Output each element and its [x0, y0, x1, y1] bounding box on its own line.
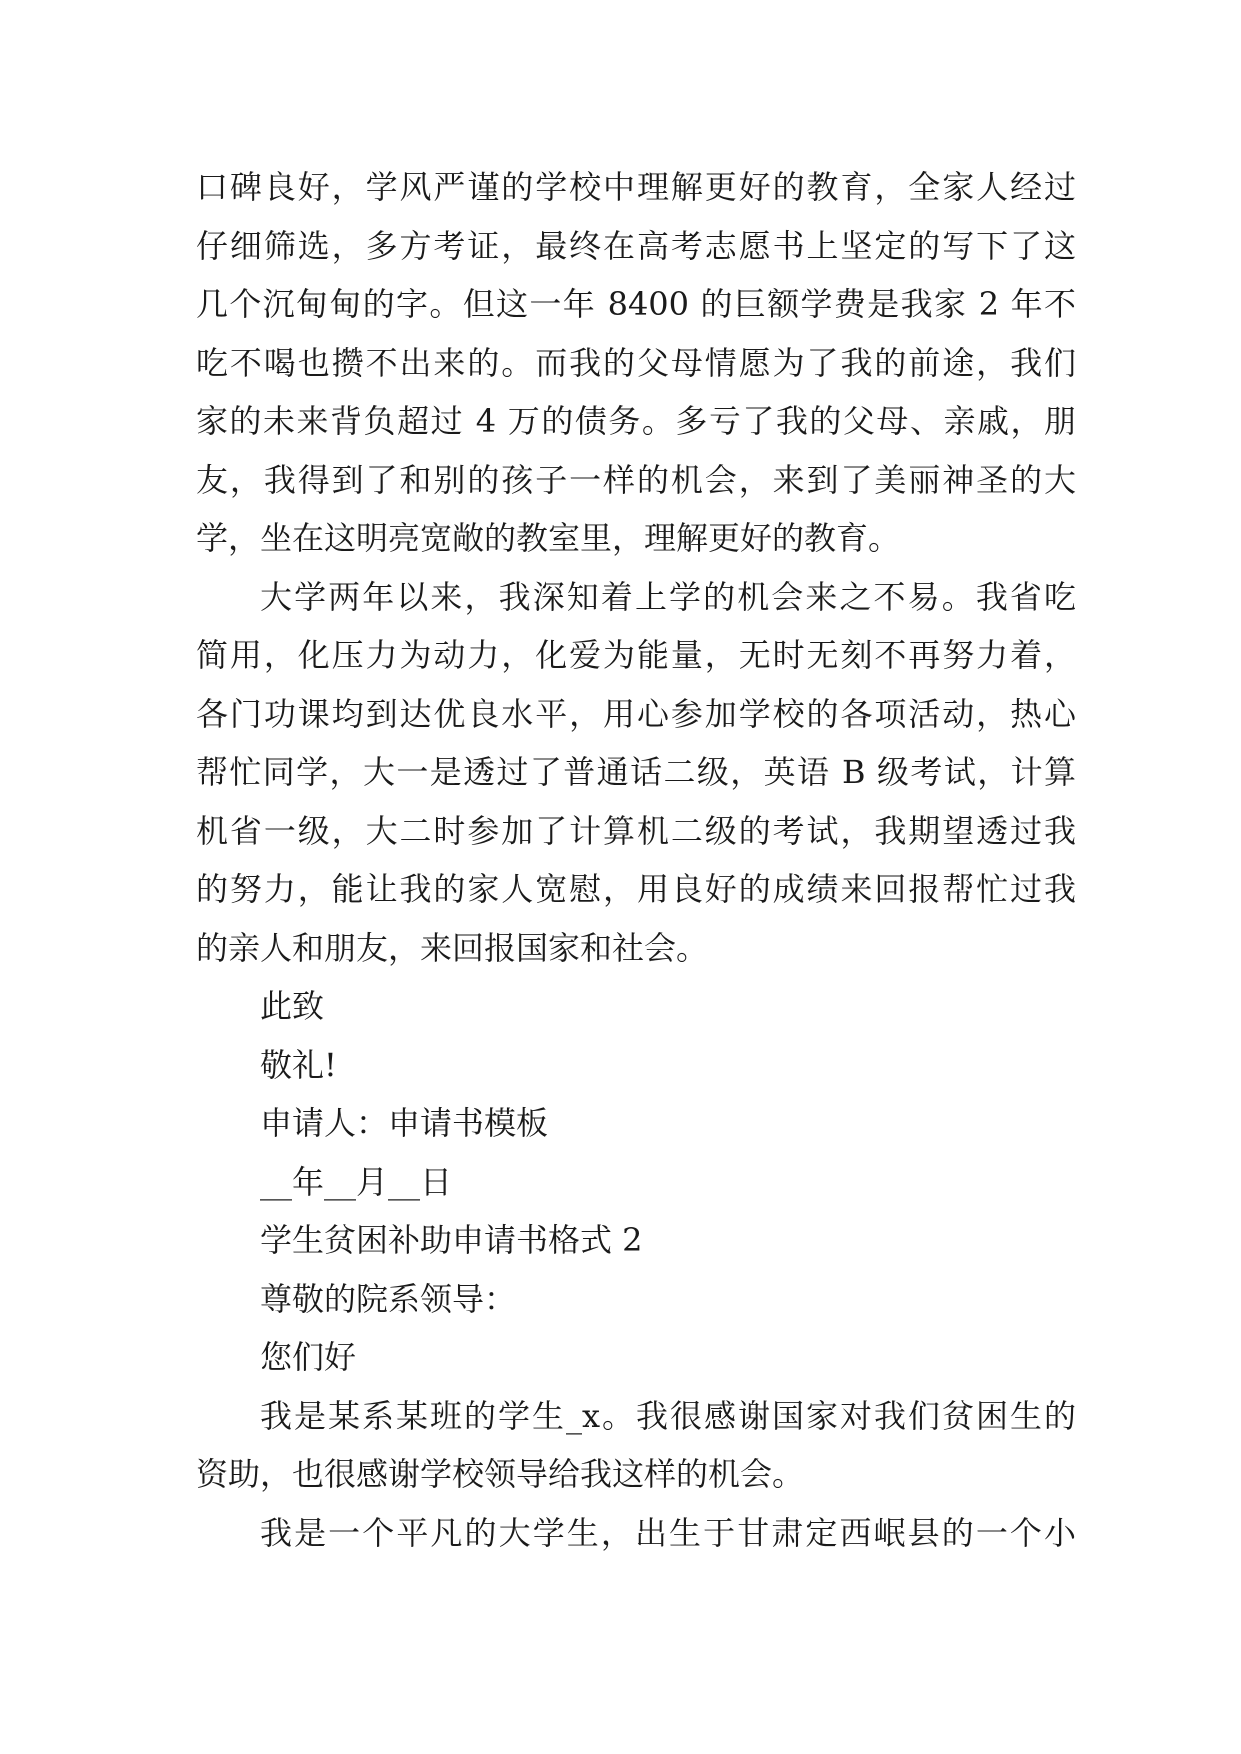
- date-line: __年__月__日: [260, 1162, 453, 1201]
- text-line: 的亲人和朋友，来回报国家和社会。: [196, 928, 709, 967]
- paragraph-2: [196, 568, 1076, 978]
- salutation: 尊敬的院系领导：: [260, 1279, 517, 1318]
- paragraph-3: [196, 1387, 1076, 1504]
- text-line: 资助，也很感谢学校领导给我这样的机会。: [196, 1455, 805, 1493]
- text-line: 机省一级，大二时参加了计算机二级的考试，我期望透过我: [196, 811, 1076, 850]
- text-line: 简用，化压力为动力，化爱为能量，无时无刻不再努力着，: [196, 636, 1076, 674]
- text-line: 学，坐在这明亮宽敞的教室里，理解更好的教育。: [196, 519, 901, 557]
- closing-line: 此致: [260, 987, 325, 1025]
- text-line: 吃不喝也攒不出来的。而我的父母情愿为了我的前途，我们: [196, 343, 1076, 382]
- applicant-line: 申请人：申请书模板: [260, 1104, 549, 1142]
- document-body: [196, 158, 1076, 1562]
- text-line: 帮忙同学，大一是透过了普通话二级，英语 B 级考试，计算: [196, 753, 1076, 791]
- text-line: 的努力，能让我的家人宽慰，用良好的成绩来回报帮忙过我: [196, 870, 1076, 908]
- text-line: 家的未来背负超过 4 万的债务。多亏了我的父母、亲戚，朋: [196, 402, 1076, 440]
- paragraph-4: [196, 1504, 1076, 1563]
- paragraph-1: [196, 158, 1076, 568]
- text-line: 各门功课均到达优良水平，用心参加学校的各项活动，热心: [196, 694, 1076, 733]
- text-line: 我是某系某班的学生_x。我很感谢国家对我们贫困生的: [260, 1396, 1076, 1435]
- text-line: 友，我得到了和别的孩子一样的机会，来到了美丽神圣的大: [196, 460, 1076, 499]
- text-line: 几个沉甸甸的字。但这一年 8400 的巨额学费是我家 2 年不: [196, 285, 1076, 323]
- text-line: 仔细筛选，多方考证，最终在高考志愿书上坚定的写下了这: [196, 226, 1076, 265]
- text-line: 大学两年以来，我深知着上学的机会来之不易。我省吃: [260, 577, 1076, 616]
- text-line: 我是一个平凡的大学生，出生于甘肃定西岷县的一个小: [260, 1513, 1076, 1552]
- section-title: 学生贫困补助申请书格式 2: [260, 1221, 643, 1259]
- text-line: 口碑良好，学风严谨的学校中理解更好的教育，全家人经过: [196, 168, 1076, 206]
- closing-salute: 敬礼!: [260, 1045, 337, 1084]
- greeting: 您们好: [260, 1338, 357, 1376]
